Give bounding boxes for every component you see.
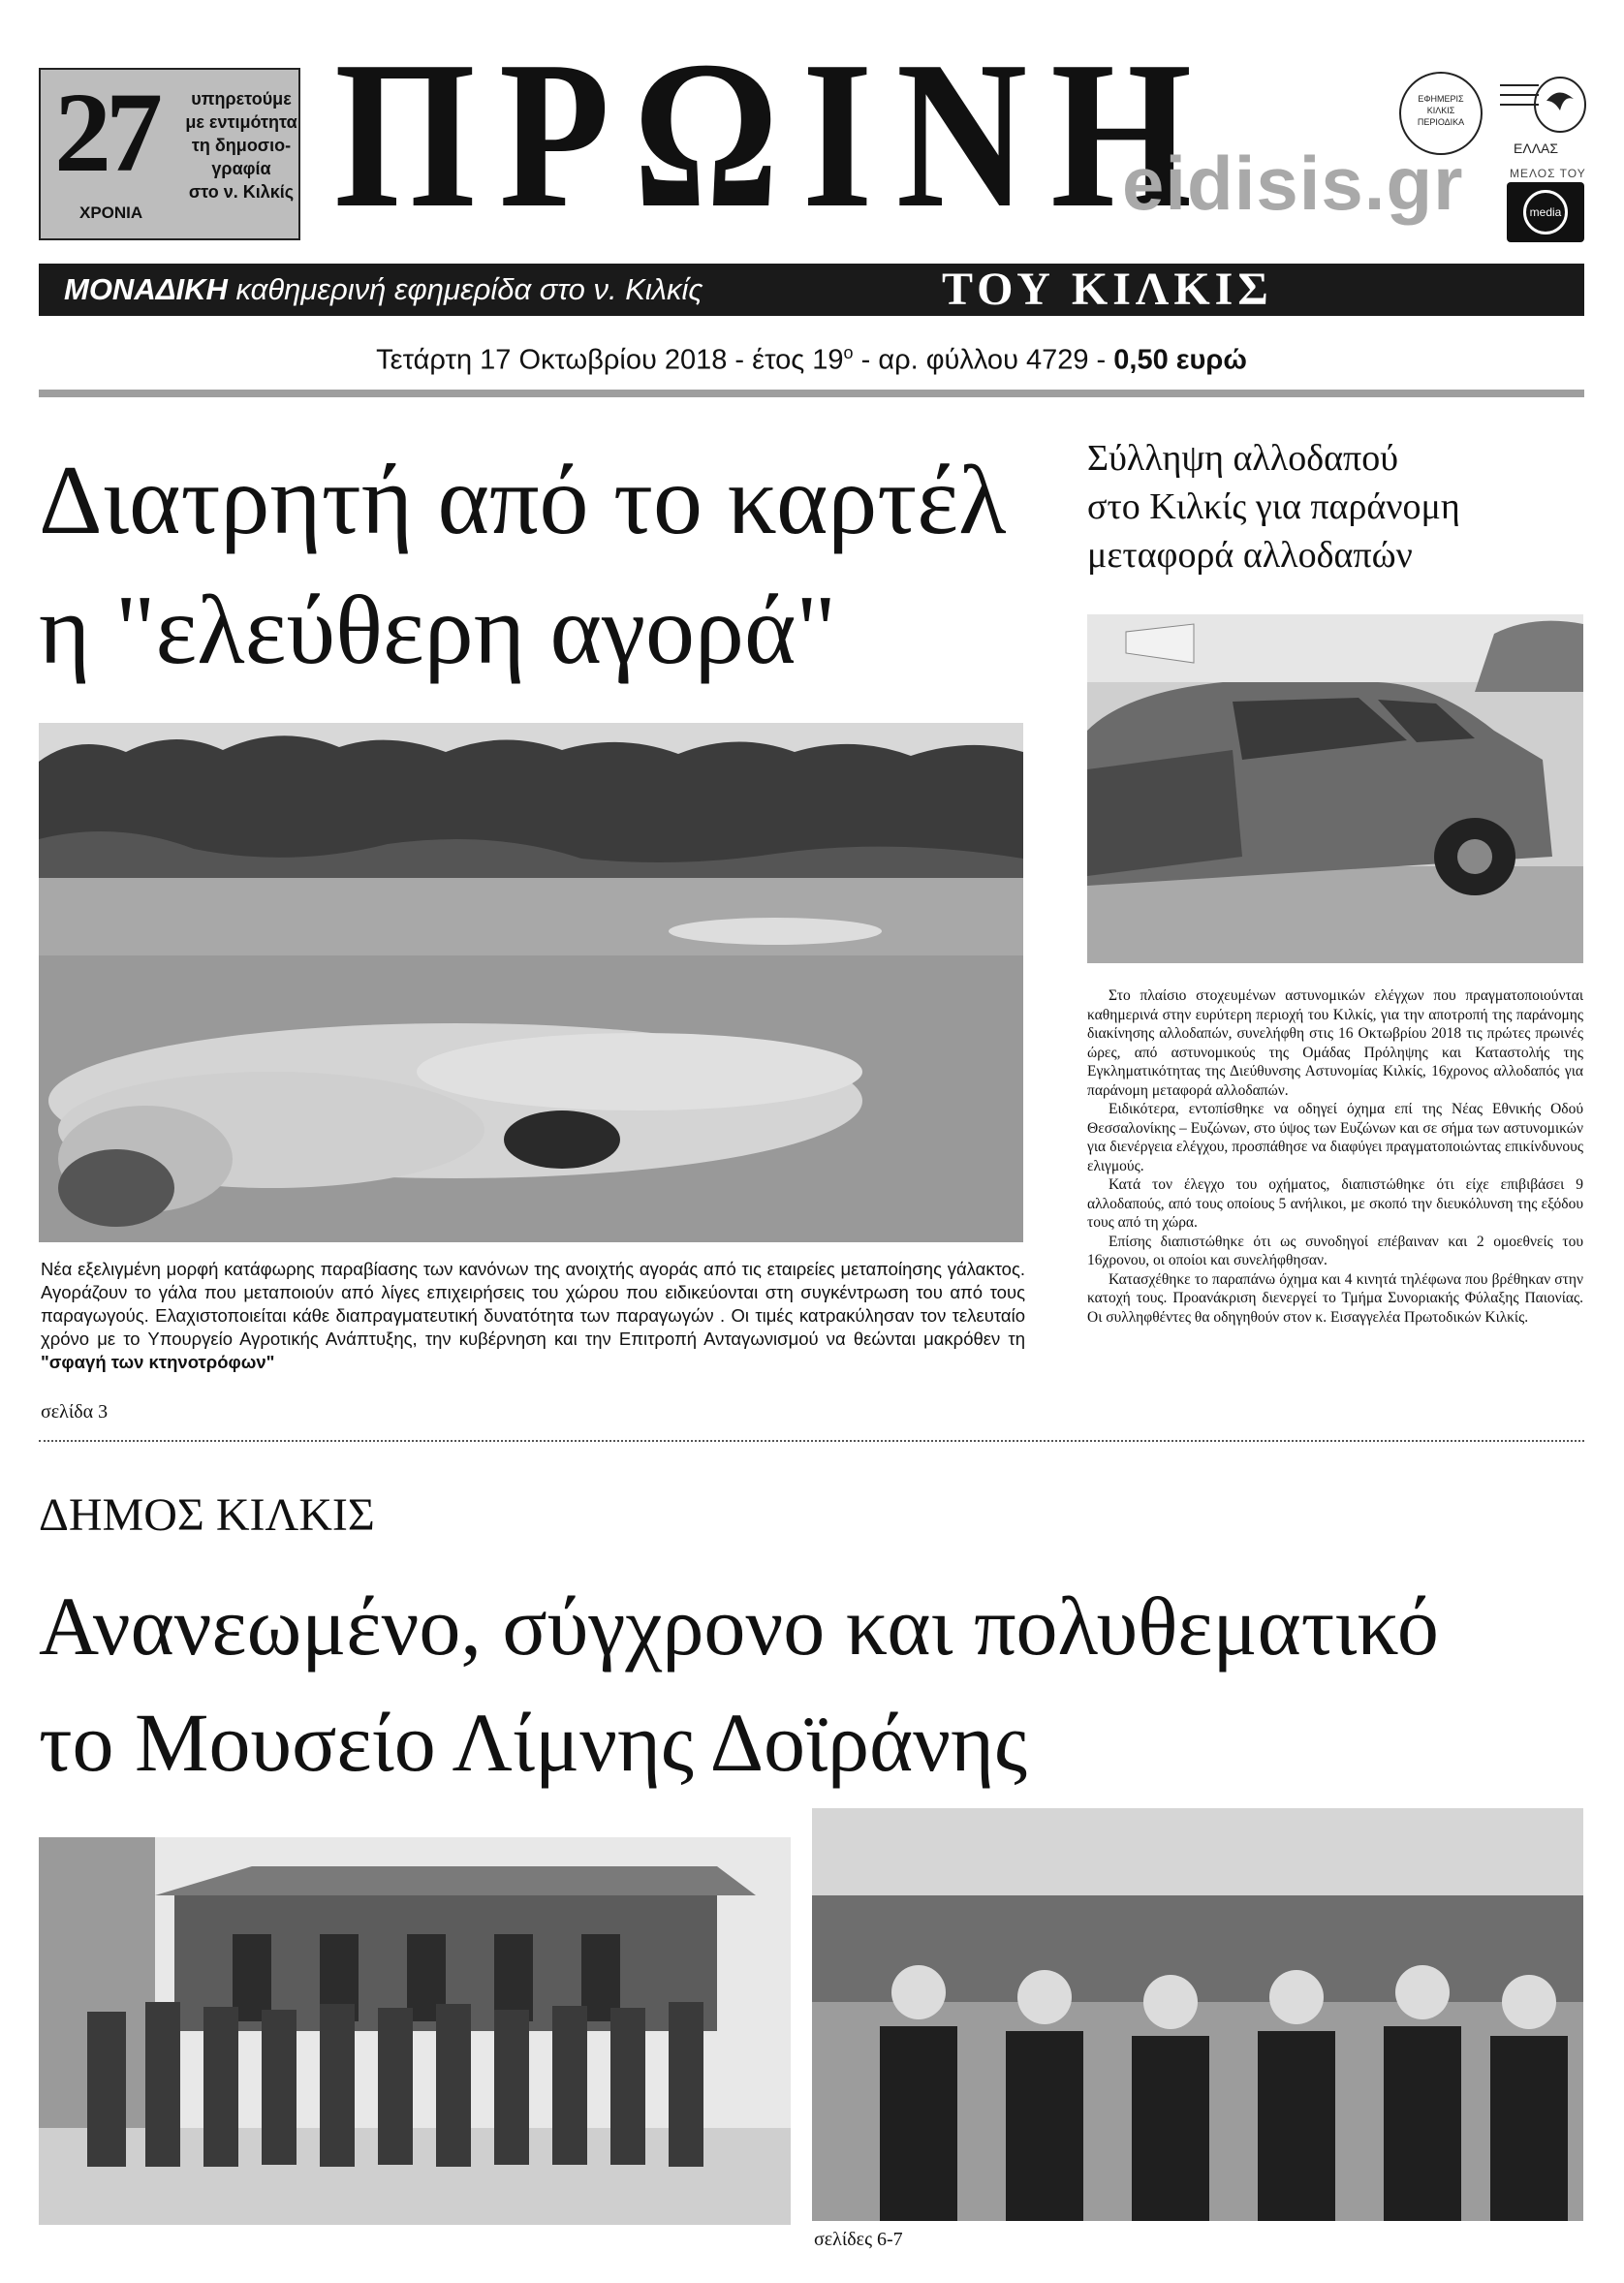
member-label: ΜΕΛΟΣ ΤΟΥ bbox=[1510, 167, 1586, 180]
main-headline[interactable]: Διατρητή από το καρτέλ η "ελεύθερη αγορά" bbox=[39, 446, 1007, 685]
publisher-seal-icon: ΕΦΗΜΕΡΙΣ ΚΙΛΚΙΣ ΠΕΡΙΟΔΙΚΑ bbox=[1399, 72, 1483, 155]
media-logo-icon: media bbox=[1523, 190, 1568, 235]
postal-label: ΕΛΛΑΣ bbox=[1514, 141, 1559, 156]
bottom-kicker: ΔΗΜΟΣ ΚΙΛΚΙΣ bbox=[39, 1489, 375, 1541]
side-headline[interactable]: Σύλληψη αλλοδαπού στο Κιλκίς για παράνομη μεταφορά αλλοδαπών bbox=[1087, 438, 1460, 576]
newspaper-subtitle: ΤΟΥ ΚΙΛΚΙΣ bbox=[942, 264, 1273, 315]
bottom-headline[interactable]: Ανανεωμένο, σύγχρονο και πολυθεματικό το Μουσείο Λίμνης Δοϊράνης bbox=[39, 1579, 1439, 1789]
anniversary-badge bbox=[39, 68, 300, 240]
postal-stamp-icon bbox=[1500, 72, 1589, 140]
tagline: ΜΟΝΑΔΙΚΗ καθημερινή εφημερίδα στο ν. Κιλκίς bbox=[64, 272, 703, 306]
newspaper-title: ΠΡΩΙΝΗ bbox=[334, 18, 1216, 252]
main-page-ref[interactable]: σελίδα 3 bbox=[41, 1401, 109, 1423]
sheep-grazing-photo bbox=[39, 723, 1023, 1242]
dateline: Τετάρτη 17 Οκτωβρίου 2018 - έτος $19^o$ - αρ. φύλλου 4729 - 0,50 ευρώ bbox=[376, 343, 1247, 376]
seized-car-photo bbox=[1087, 614, 1583, 963]
side-story-body: Στο πλαίσιο στοχευμένων αστυνομικών ελέγχων που πραγματοποιούνται καθημερινά στην ευρύτερη περιοχή του Κιλκίς, για την αποτροπή της παράνομης διακίνησης αλλοδαπών, συνελήφθη στις 16 Οκτωβρίου 2018 τις πρώτες πρωινές ώρες, από αστυνομικούς της Ομάδας Πρόληψης και Καταστολής της Εγκληματικότητας της Διεύθυνσης Αστυνομίας Κιλκίς, 16χρονος αλλοδαπός για παράνομη μεταφορά αλλοδαπών. Ειδικότερα, εντοπίσθηκε να οδηγεί όχημα επί της Νέας Εθνικής Οδού Θεσσαλονίκης – Ευζώνων, στο ύψος των Ευζώνων και σε σήμα των αστυνομικών για διενέργεια ελέγχου, προσπάθησε να διαφύγει πραγματοποιώντας επικίνδυνους ελιγμούς. Κατά τον έλεγχο του οχήματος, διαπιστώθηκε ότι είχε επιβιβάσει 9 αλλοδαπούς, από τους οποίους 5 ανήλικοι, με σκοπό την διευκόλυνση της εξόδου τους από τη χώρα. Επίσης διαπιστώθηκε ότι ως συνοδηγοί επέβαιναν και 2 ομοεθνείς του 16χρονου, οι οποίοι και συνελήφθησαν. Κατασχέθηκε το παραπάνω όχημα και 4 κινητά τηλέφωνα που βρέθηκαν στην κατοχή τους. Προανάκριση διενεργεί το Τμήμα Συνοριακής Φύλαξης Παιονίας. Οι συλληφθέντες θα οδηγηθούν στον κ. Εισαγγελέα Πρωτοδικών Κιλκίς. bbox=[1087, 987, 1583, 1326]
section-divider bbox=[39, 1440, 1584, 1442]
header-divider bbox=[39, 390, 1584, 397]
anniversary-motto: υπηρετούμε με εντιμότητα τη δημοσιο- γραφία στο ν. Κιλκίς bbox=[185, 89, 297, 202]
folk-dancers-photo bbox=[39, 1837, 791, 2225]
anniversary-number: 27 bbox=[54, 69, 157, 196]
officials-audience-photo bbox=[812, 1808, 1583, 2221]
website-watermark[interactable]: eidisis.gr bbox=[1122, 141, 1464, 226]
bottom-page-ref[interactable]: σελίδες 6-7 bbox=[814, 2229, 903, 2250]
anniversary-unit: ΧΡΟΝΙΑ bbox=[79, 203, 143, 222]
main-story-caption: Νέα εξελιγμένη μορφή κατάφωρης παραβίασης των κανόνων της ανοιχτής αγοράς από τις εταιρείες μεταποίησης γάλακτος. Αγοράζουν το γάλα που μεταποιούν από λίγες επιχειρήσεις του χώρου που ειδικεύονται στη συγκέντρωση του από τους παραγωγούς. Ελαχιστοποιείται κάθε διαπραγματευτική δυνατότητα των παραγωγών . Οι τιμές κατρακύλησαν τον τελευταίο χρόνο με το Υπουργείο Αγροτικής Ανάπτυξης, την κυβέρνηση και την Επιτροπή Ανταγωνισμού να θεώνται μακρόθεν τη "σφαγή των κτηνοτρόφων" bbox=[41, 1259, 1025, 1372]
